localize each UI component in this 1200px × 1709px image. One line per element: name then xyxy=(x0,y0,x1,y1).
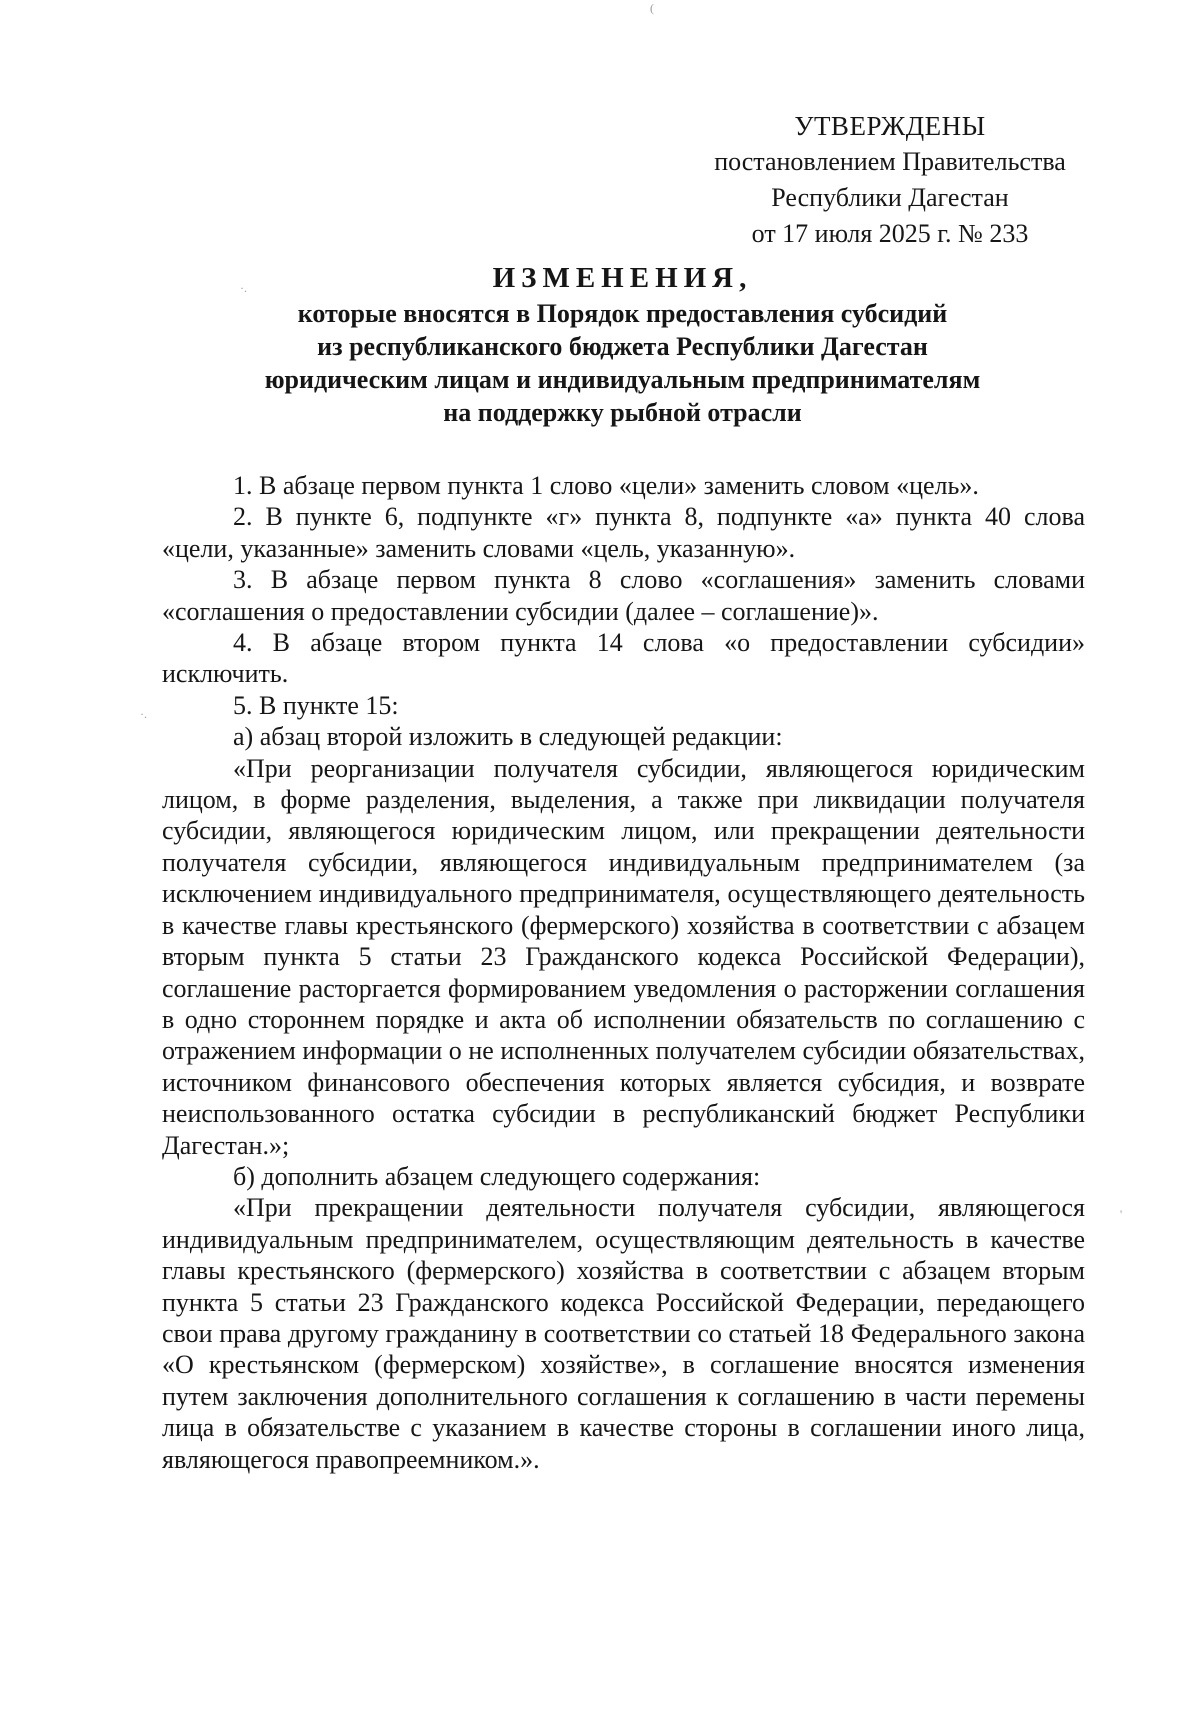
paragraph-5b-quote: «При прекращении деятельности получателя субсидии, являющегося индивидуальным предпринимателем, осуществляющим деятельность в качестве главы крестьянского (фермерского) хозяйства в соответствии с абзацем вторым пункта 5 статьи 23 Гражданского кодекса Российской Федерации, передающего свои права другому гражданину в соответствии со статьей 18 Федерального закона «О крестьянском (фермерском) хозяйстве», в соглашение вносятся изменения путем заключения дополнительного соглашения к соглашению в части перемены лица в обязательстве с указанием в качестве стороны в соглашении иного лица, являющегося правопреемником.». xyxy=(162,1193,1085,1474)
paragraph-1: 1. В абзаце первом пункта 1 слово «цели» заменить словом «цель». xyxy=(233,471,979,500)
paragraph-4: 4. В абзаце втором пункта 14 слова «о предоставлении субсидии» исключить. xyxy=(162,628,1085,689)
scan-mark: ·. xyxy=(240,281,247,295)
scan-mark: ( xyxy=(650,1,654,15)
paragraph-5a-quote: «При реорганизации получателя субсидии, являющегося юридическим лицом, в форме разделения, выделения, а также при ликвидации получателя субсидии, являющегося юридическим лицом, или прекращении деятельности получателя субсидии, являющегося индивидуальным предпринимателем (за исключением индивидуального предпринимателя, осуществляющего деятельность в качестве главы крестьянского (фермерского) хозяйства в соответствии с абзацем вторым пункта 5 статьи 23 Гражданского кодекса Российской Федерации), соглашение расторгается формированием уведомления о расторжении соглашения в одно стороннем порядке и акта об исполнении обязательств по соглашению с отражением информации о не исполненных получателем субсидии обязательствах, источником финансового обеспечения которых является субсидия, и возврате неиспользованного остатка субсидии в республиканский бюджет Республики Дагестан.»; xyxy=(162,753,1085,1160)
approval-line-1: постановлением Правительства xyxy=(714,147,1066,176)
document-title xyxy=(160,262,1085,429)
title-line-3: юридическим лицам и индивидуальным предпринимателям xyxy=(264,365,981,394)
approval-heading: УТВЕРЖДЕНЫ xyxy=(794,111,986,141)
paragraph-5a: а) абзац второй изложить в следующей редакции: xyxy=(233,722,783,752)
approval-line-3: от 17 июля 2025 г. № 233 xyxy=(751,219,1029,248)
paragraph-2: 2. В пункте 6, подпункте «г» пункта 8, подпункте «а» пункта 40 слова «цели, указанные» заменить словами «цель, указанную». xyxy=(162,502,1085,563)
paragraph-5: 5. В пункте 15: xyxy=(233,690,399,720)
approval-stamp xyxy=(690,108,1090,252)
scan-mark: ·. xyxy=(140,707,147,721)
paragraph-5b: б) дополнить абзацем следующего содержания: xyxy=(233,1161,761,1191)
title-line-1: которые вносятся в Порядок предоставления субсидий xyxy=(297,299,948,328)
title-line-2: из республиканского бюджета Республики Дагестан xyxy=(317,332,928,361)
title-line-4: на поддержку рыбной отрасли xyxy=(443,398,802,427)
document-body xyxy=(162,470,1085,1475)
approval-line-2: Республики Дагестан xyxy=(771,183,1009,212)
title-main: ИЗМЕНЕНИЯ, xyxy=(492,262,753,294)
scan-mark: ' xyxy=(1120,1207,1123,1221)
paragraph-3: 3. В абзаце первом пункта 8 слово «соглашения» заменить словами «соглашения о предоставлении субсидии (далее – соглашение)». xyxy=(162,565,1085,626)
